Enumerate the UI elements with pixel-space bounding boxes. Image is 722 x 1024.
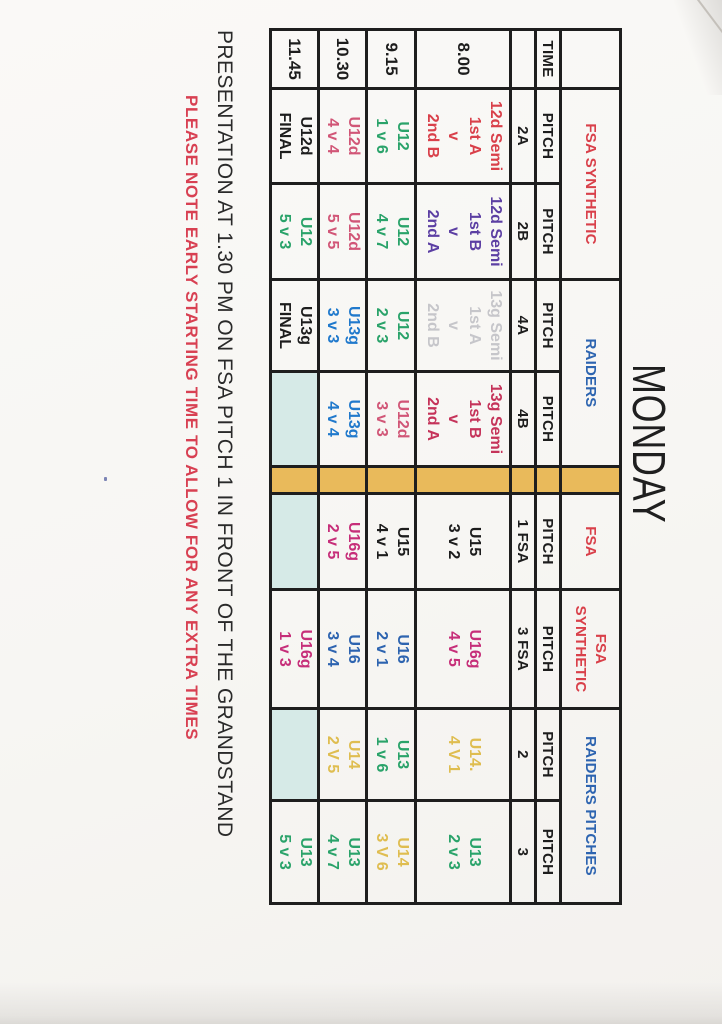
scan-bottom-shadow xyxy=(0,982,722,1024)
schedule-row xyxy=(561,30,621,904)
match-cell: U12 1 v 6 xyxy=(367,89,416,184)
venue-group-cell: RAIDERS PITCHES xyxy=(561,709,621,904)
schedule-row xyxy=(271,30,319,904)
early-start-note: PLEASE NOTE EARLY STARTING TIME TO ALLOW FOR ANY EXTRA TIMES xyxy=(182,95,201,741)
pitch-label-cell: PITCH xyxy=(536,89,561,184)
scan-ink-speck xyxy=(104,477,107,481)
pitch-number-cell: 4A xyxy=(511,280,536,372)
match-cell: 13g Semi 1st A v 2nd B xyxy=(416,280,511,372)
match-cell: U14 2 V 5 xyxy=(319,709,367,801)
schedule-table xyxy=(269,28,622,905)
schedule-body xyxy=(271,30,621,904)
orange-divider-cell xyxy=(536,467,561,494)
pitch-number-cell: 2A xyxy=(511,89,536,184)
pitch-label-cell: PITCH xyxy=(536,590,561,709)
schedule-row xyxy=(511,30,536,904)
time-cell: 8.00 xyxy=(416,30,511,89)
match-cell: U14. 4 V 1 xyxy=(416,709,511,801)
time-header-cell: TIME xyxy=(536,30,561,89)
match-cell: U16g 1 v 3 xyxy=(271,590,319,709)
pitch-number-cell: 4B xyxy=(511,372,536,467)
orange-divider-cell xyxy=(511,467,536,494)
venue-group-cell: FSA xyxy=(561,494,621,590)
pitch-label-cell: PITCH xyxy=(536,494,561,590)
orange-divider-cell xyxy=(367,467,416,494)
schedule-row xyxy=(536,30,561,904)
match-cell: U13 2 v 3 xyxy=(416,801,511,904)
match-cell: U12d 4 v 4 xyxy=(319,89,367,184)
venue-group-cell: RAIDERS xyxy=(561,280,621,467)
orange-divider-cell xyxy=(271,467,319,494)
match-cell: U12d 5 v 5 xyxy=(319,184,367,280)
orange-divider-cell xyxy=(561,467,621,494)
match-cell: U15 3 v 2 xyxy=(416,494,511,590)
time-cell: 9.15 xyxy=(367,30,416,89)
pitch-number-cell: 2B xyxy=(511,184,536,280)
match-cell: U13g FINAL xyxy=(271,280,319,372)
scan-corner-shadow xyxy=(674,0,722,95)
match-cell: U13 4 v 7 xyxy=(319,801,367,904)
match-cell: 12d Semi 1st A v 2nd B xyxy=(416,89,511,184)
pitch-number-cell: 3 xyxy=(511,801,536,904)
match-cell: U16g 2 v 5 xyxy=(319,494,367,590)
orange-divider-cell xyxy=(319,467,367,494)
match-cell: U15 4 v 1 xyxy=(367,494,416,590)
schedule-row xyxy=(367,30,416,904)
match-cell: U12 5 v 3 xyxy=(271,184,319,280)
reserved-empty-cell xyxy=(271,709,319,801)
time-header-empty-cell xyxy=(511,30,536,89)
pitch-number-cell: 3 FSA xyxy=(511,590,536,709)
match-cell: U16g 4 v 5 xyxy=(416,590,511,709)
reserved-empty-cell xyxy=(271,494,319,590)
match-cell: U16 2 v 1 xyxy=(367,590,416,709)
match-cell: U12d 3 v 3 xyxy=(367,372,416,467)
schedule-row xyxy=(319,30,367,904)
pitch-label-cell: PITCH xyxy=(536,801,561,904)
group-row-spacer xyxy=(561,30,621,89)
schedule-row xyxy=(416,30,511,904)
venue-group-cell: FSA SYNTHETIC xyxy=(561,89,621,280)
pitch-label-cell: PITCH xyxy=(536,280,561,372)
match-cell: U13g 4 v 4 xyxy=(319,372,367,467)
match-cell: U12 2 v 3 xyxy=(367,280,416,372)
match-cell: U13 5 v 3 xyxy=(271,801,319,904)
orange-divider-cell xyxy=(416,467,511,494)
pitch-number-cell: 2 xyxy=(511,709,536,801)
pitch-label-cell: PITCH xyxy=(536,372,561,467)
reserved-empty-cell xyxy=(271,372,319,467)
time-cell: 10.30 xyxy=(319,30,367,89)
time-cell: 11.45 xyxy=(271,30,319,89)
match-cell: U13g 3 v 3 xyxy=(319,280,367,372)
match-cell: 13g Semi 1st B v 2nd A xyxy=(416,372,511,467)
match-cell: 12d Semi 1st B v 2nd A xyxy=(416,184,511,280)
pitch-number-cell: 1 FSA xyxy=(511,494,536,590)
match-cell: U12 4 v 7 xyxy=(367,184,416,280)
match-cell: U13 1 v 6 xyxy=(367,709,416,801)
match-cell: U14 3 V 6 xyxy=(367,801,416,904)
pitch-label-cell: PITCH xyxy=(536,709,561,801)
day-title: MONDAY xyxy=(623,364,675,524)
venue-group-cell: FSA SYNTHETIC xyxy=(561,590,621,709)
presentation-note: PRESENTATION AT 1.30 PM ON FSA PITCH 1 IN FRONT OF THE GRANDSTAND xyxy=(213,30,236,838)
pitch-label-cell: PITCH xyxy=(536,184,561,280)
match-cell: U12d FINAL xyxy=(271,89,319,184)
match-cell: U16 3 v 4 xyxy=(319,590,367,709)
